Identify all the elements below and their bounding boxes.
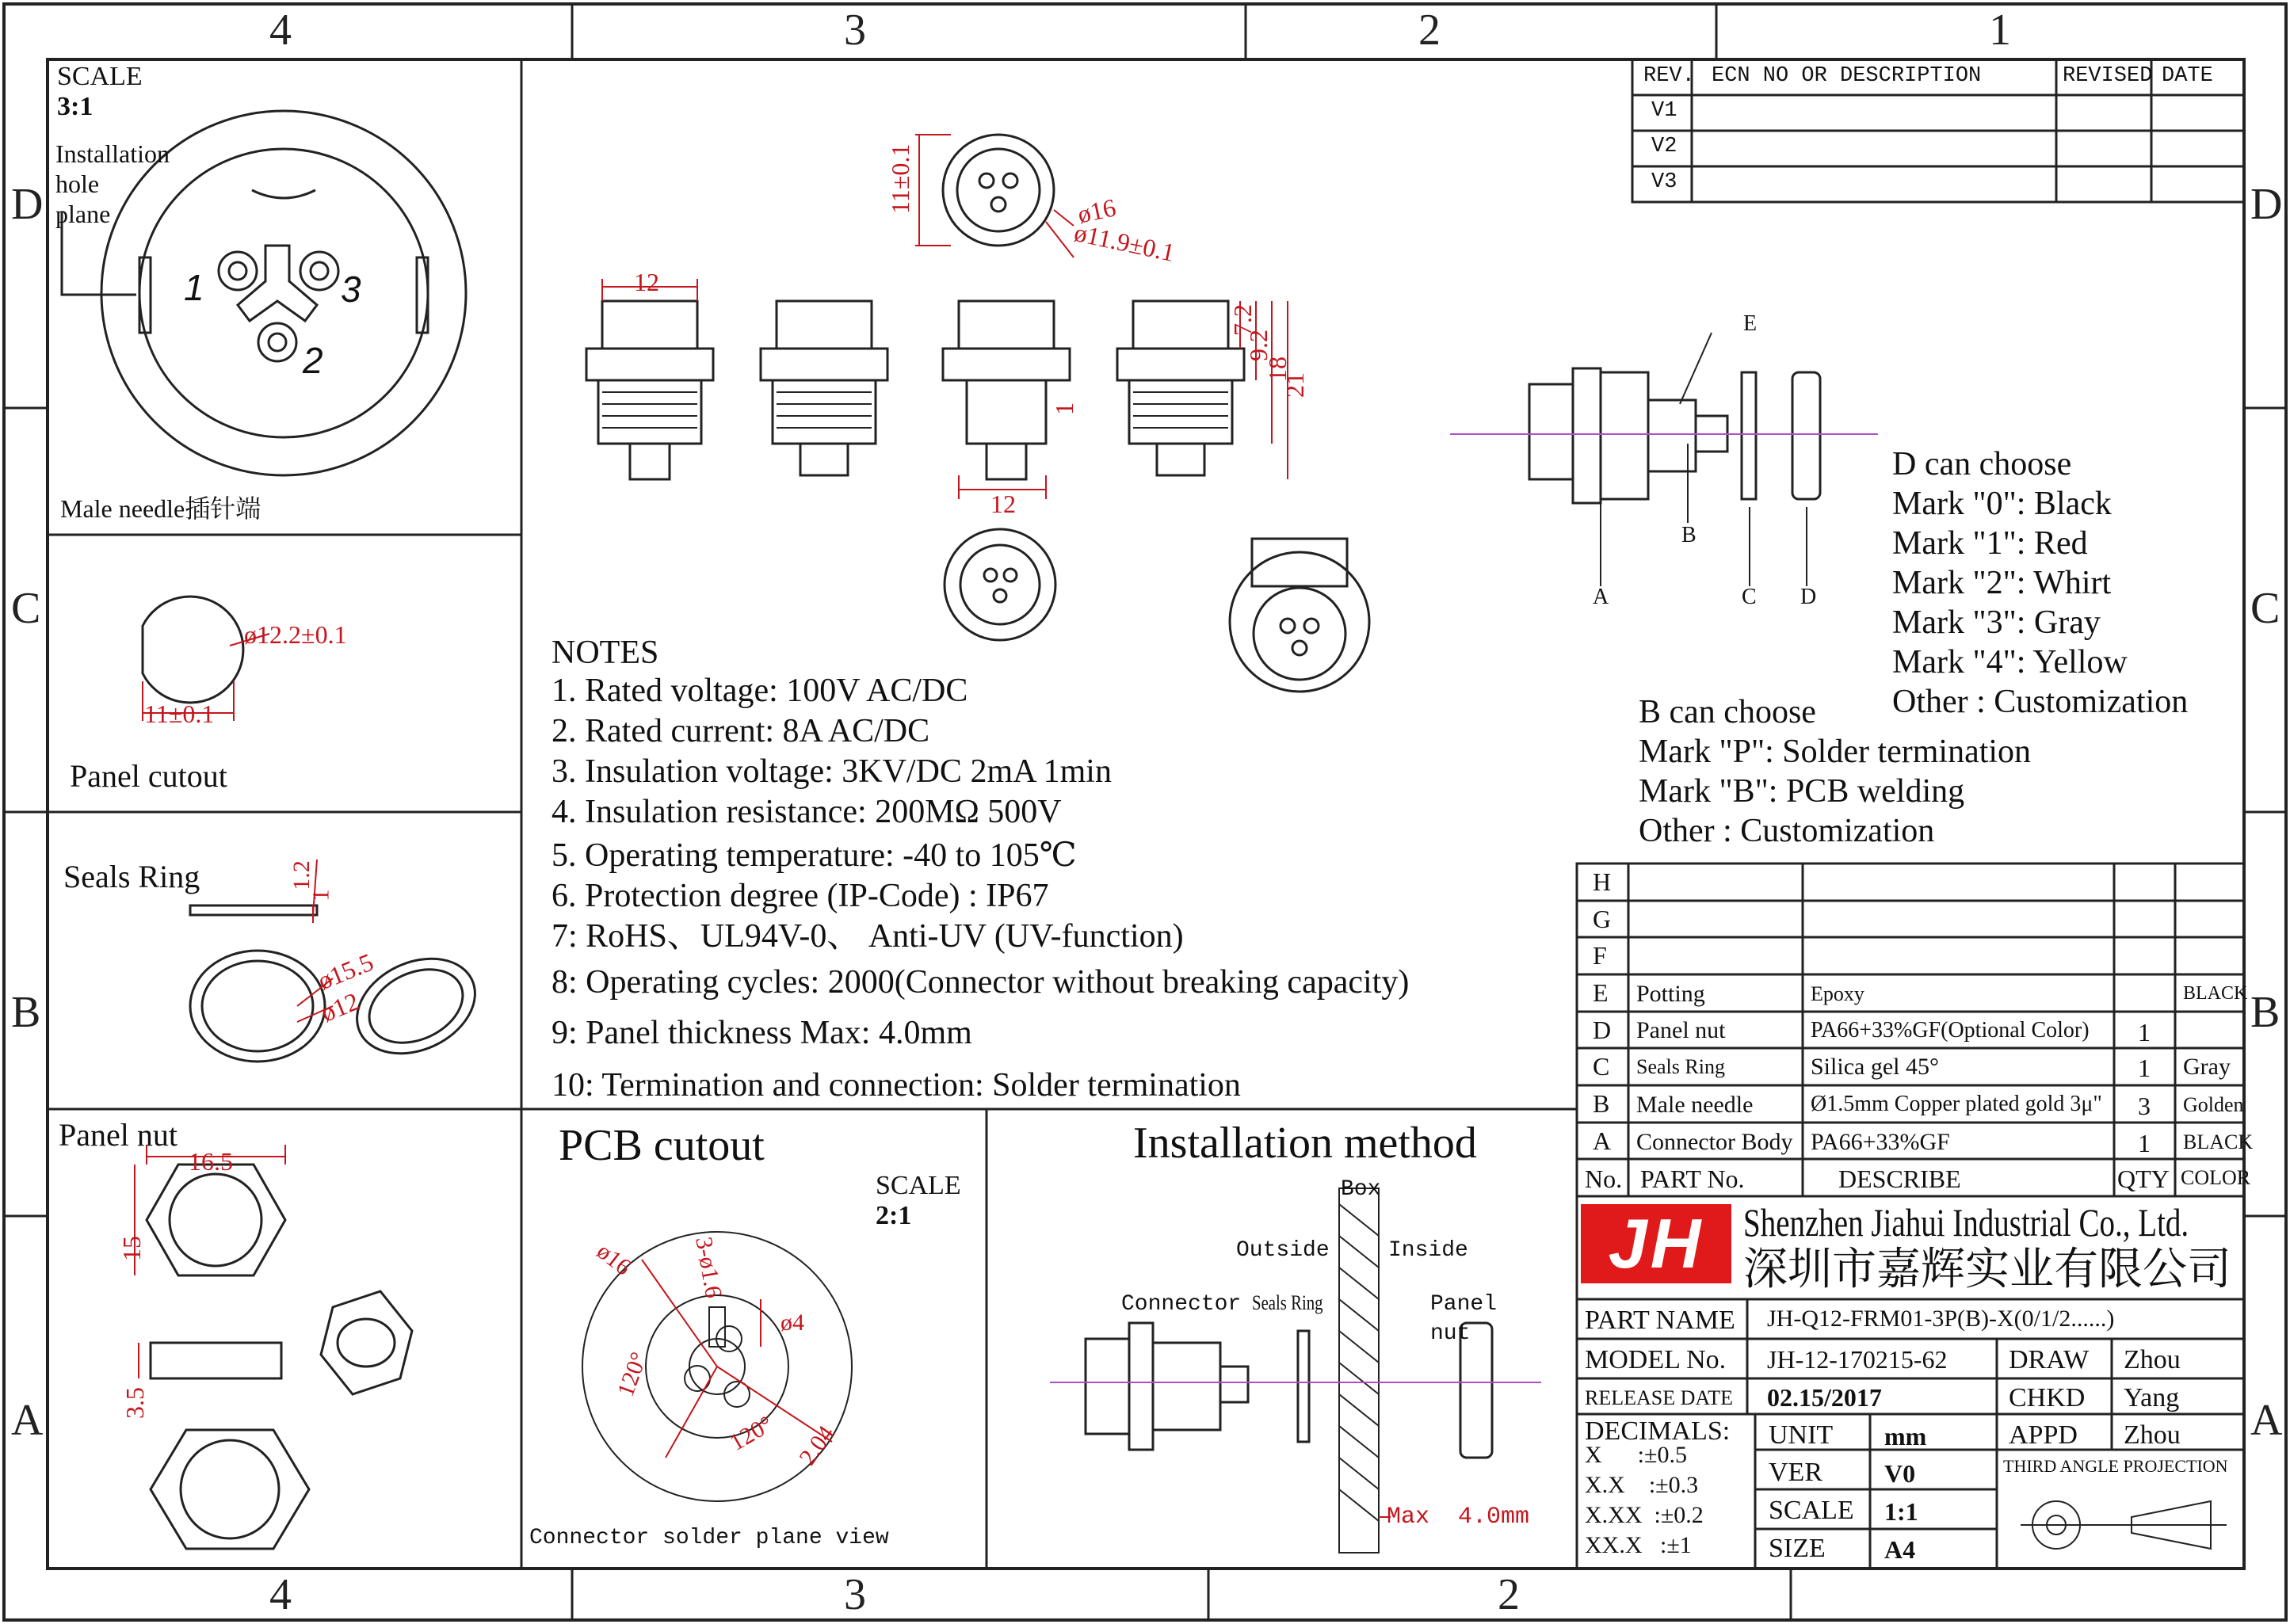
appd-label: APPD — [2009, 1420, 2078, 1450]
pcb-dim-120b: 120° — [725, 1411, 778, 1457]
install-box: Box — [1341, 1177, 1381, 1202]
male-needle-caption: Male needle插针端 — [60, 494, 261, 523]
grid-col-4-bottom: 4 — [269, 1570, 292, 1619]
side-dim-18: 18 — [1263, 356, 1292, 382]
bom-part-d: Panel nut — [1636, 1017, 1726, 1043]
grid-col-2-bottom: 2 — [1498, 1570, 1520, 1619]
bom-color-e: BLACK — [2183, 983, 2248, 1004]
seals-ring-t2: 1 — [307, 889, 334, 902]
rev-row-v2: V2 — [1651, 135, 1677, 158]
d-choose-item: Mark "1": Red — [1892, 525, 2088, 562]
exploded-label-b: B — [1681, 523, 1697, 547]
rev-row-v3: V3 — [1651, 170, 1677, 194]
install-panel-nut-1: Panel — [1430, 1292, 1498, 1317]
grid-row-c-left: C — [11, 584, 41, 633]
bom-row-h: H — [1593, 867, 1612, 896]
chkd-value: Yang — [2124, 1383, 2180, 1412]
grid-row-a-right: A — [2250, 1396, 2283, 1445]
release-label: RELEASE DATE — [1585, 1386, 1734, 1409]
note-item: 7: RoHS、UL94V-0、 Anti-UV (UV-function) — [552, 918, 1184, 955]
install-plane-line3: plane — [55, 200, 111, 228]
pin-label-3: 3 — [341, 269, 361, 310]
d-choose-item: Mark "3": Gray — [1892, 604, 2101, 641]
grid-row-d-right: D — [2250, 180, 2283, 229]
panel-cutout-dia: ø12.2±0.1 — [244, 620, 347, 649]
bom-desc-e: Epoxy — [1811, 982, 1864, 1005]
bom-qty-a: 1 — [2138, 1129, 2151, 1157]
projection-label: THIRD ANGLE PROJECTION — [2003, 1456, 2228, 1476]
ver-label: VER — [1769, 1458, 1822, 1487]
bom-qty-b: 3 — [2138, 1092, 2151, 1120]
bom-row-f: F — [1593, 941, 1607, 970]
notes-block — [552, 636, 1409, 1102]
unit-value: mm — [1884, 1422, 1927, 1451]
bom-qty-c: 1 — [2138, 1054, 2151, 1082]
grid-col-3-top: 3 — [844, 6, 866, 55]
model-label: MODEL No. — [1585, 1345, 1727, 1374]
pin-label-1: 1 — [184, 267, 204, 308]
pcb-dim-16: ø16 — [591, 1237, 636, 1281]
pin-label-2: 2 — [303, 340, 323, 381]
pcb-dim-120a: 120° — [612, 1348, 653, 1401]
seals-ring-caption: Seals Ring — [63, 859, 200, 894]
side-width-top: 12 — [634, 268, 659, 296]
bom-header-part: PART No. — [1640, 1165, 1745, 1193]
d-choose-title: D can choose — [1892, 446, 2072, 482]
grid-col-3-bottom: 3 — [844, 1570, 866, 1619]
bom-header-desc: DESCRIBE — [1838, 1165, 1961, 1193]
bom-part-a: Connector Body — [1636, 1129, 1793, 1155]
male-scale-value: 3:1 — [57, 92, 94, 121]
install-seals-ring: Seals Ring — [1252, 1291, 1323, 1314]
exploded-label-d: D — [1800, 585, 1817, 609]
d-choose-item: Mark "2": Whirt — [1892, 565, 2112, 601]
panel-cutout-caption: Panel cutout — [70, 758, 227, 794]
note-item: 8: Operating cycles: 2000(Connector without breaking capacity) — [552, 964, 1410, 1001]
grid-row-b-right: B — [2250, 988, 2280, 1037]
note-item: 6. Protection degree (IP-Code) : IP67 — [552, 878, 1049, 914]
model-value: JH-12-170215-62 — [1767, 1345, 1948, 1374]
side-dim-92: 9.2 — [1244, 330, 1273, 361]
note-item: 2. Rated current: 8A AC/DC — [552, 713, 930, 749]
grid-row-d-left: D — [11, 180, 44, 229]
rev-row-v1: V1 — [1651, 99, 1677, 123]
d-choose-block — [1892, 448, 2188, 719]
d-choose-item: Other : Customization — [1892, 684, 2189, 720]
pcb-dim-3pins: 3-ø1.6 — [690, 1234, 727, 1300]
panel-nut-thickness: 3.5 — [120, 1387, 149, 1419]
notes-title: NOTES — [552, 635, 659, 671]
rev-header-date: DATE — [2162, 64, 2213, 88]
front-dia119-dim: ø11.9±0.1 — [1071, 218, 1177, 267]
side-dim-72: 7.2 — [1228, 304, 1257, 336]
rev-header-rev: REV. — [1643, 64, 1695, 88]
company-name-cn: 深圳市嘉辉实业有限公司 — [1743, 1245, 2231, 1294]
ver-value: V0 — [1884, 1459, 1916, 1488]
pcb-scale-value: 2:1 — [876, 1201, 912, 1230]
bom-row-g: G — [1593, 905, 1612, 933]
panel-nut-width: 16.5 — [189, 1147, 233, 1176]
install-outside: Outside — [1236, 1238, 1330, 1263]
bom-no-d: D — [1593, 1016, 1612, 1044]
pcb-scale-label: SCALE — [876, 1171, 961, 1200]
bom-part-c: Seals Ring — [1636, 1055, 1725, 1078]
decimals-xxdx: XX.X :±1 — [1585, 1532, 1692, 1558]
size-label: SIZE — [1769, 1534, 1826, 1563]
exploded-label-e: E — [1743, 311, 1758, 336]
part-name-label: PART NAME — [1585, 1306, 1735, 1335]
note-item: 5. Operating temperature: -40 to 105℃ — [552, 837, 1077, 874]
side-dim-21: 21 — [1280, 372, 1309, 398]
decimals-xx: X.X :±0.3 — [1585, 1472, 1699, 1498]
pcb-dim-204: 2.04 — [794, 1420, 840, 1470]
company-logo: JH — [1581, 1204, 1731, 1283]
d-choose-item: Mark "0": Black — [1892, 486, 2112, 522]
bom-no-a: A — [1593, 1127, 1612, 1155]
b-choose-title: B can choose — [1639, 694, 1816, 730]
panel-nut-height: 15 — [117, 1236, 146, 1261]
seals-ring-od: ø15.5 — [313, 947, 378, 996]
bom-color-b: Golden — [2183, 1093, 2244, 1116]
seals-ring-id: ø12 — [317, 986, 363, 1027]
bom-no-c: C — [1593, 1052, 1610, 1081]
b-choose-item: Mark "P": Solder termination — [1639, 734, 2032, 770]
scale-value: 1:1 — [1884, 1497, 1918, 1526]
b-choose-item: Other : Customization — [1639, 813, 1935, 849]
company-name-en: Shenzhen Jiahui Industrial Co., Ltd. — [1743, 1200, 2189, 1245]
appd-value: Zhou — [2124, 1420, 2181, 1450]
grid-col-4-top: 4 — [269, 6, 292, 55]
grid-row-b-left: B — [11, 988, 41, 1037]
front-dia16-dim: ø16 — [1074, 193, 1119, 229]
note-item: 3. Insulation voltage: 3KV/DC 2mA 1min — [552, 753, 1112, 790]
install-title: Installation method — [1133, 1119, 1477, 1168]
note-item: 4. Insulation resistance: 200MΩ 500V — [552, 794, 1062, 830]
scale-label: SCALE — [1769, 1496, 1854, 1525]
bom-no-e: E — [1593, 978, 1609, 1007]
grid-col-2-top: 2 — [1418, 6, 1441, 55]
install-inside: Inside — [1388, 1238, 1468, 1263]
decimals-xxx: X.XX :±0.2 — [1585, 1502, 1704, 1528]
install-connector: Connector — [1121, 1292, 1242, 1317]
pcb-cutout-title: PCB cutout — [559, 1121, 765, 1170]
draw-label: DRAW — [2009, 1345, 2090, 1374]
panel-cutout-flat: 11±0.1 — [144, 700, 215, 728]
d-choose-item: Mark "4": Yellow — [1892, 644, 2128, 680]
install-plane-line1: Installation — [55, 139, 170, 168]
front-height-dim: 11±0.1 — [886, 143, 914, 214]
bom-color-c: Gray — [2183, 1054, 2231, 1080]
side-dim-1: 1 — [1050, 402, 1078, 415]
grid-col-1-top: 1 — [1989, 6, 2011, 55]
part-name-value: JH-Q12-FRM01-3P(B)-X(0/1/2......) — [1767, 1306, 2115, 1332]
grid-row-a-left: A — [11, 1396, 44, 1445]
bom-part-e: Potting — [1636, 981, 1705, 1007]
rev-header-desc: ECN NO OR DESCRIPTION — [1712, 64, 1982, 88]
bom-part-b: Male needle — [1636, 1092, 1754, 1118]
bom-qty-d: 1 — [2138, 1018, 2151, 1046]
grid-row-c-right: C — [2250, 584, 2280, 633]
release-value: 02.15/2017 — [1767, 1383, 1882, 1412]
b-choose-block — [1639, 696, 2031, 848]
bom-desc-d: PA66+33%GF(Optional Color) — [1811, 1018, 2090, 1043]
decimals-x: X :±0.5 — [1585, 1442, 1687, 1468]
bom-no-b: B — [1593, 1089, 1610, 1118]
side-width-bottom: 12 — [990, 490, 1016, 518]
install-plane-line2: hole — [55, 170, 100, 198]
bom-desc-c: Silica gel 45° — [1811, 1054, 1939, 1080]
bom-header-no: No. — [1585, 1165, 1623, 1193]
install-max-thickness: Max 4.0mm — [1387, 1504, 1530, 1531]
bom-header-color: COLOR — [2181, 1166, 2251, 1189]
install-panel-nut-2: nut — [1430, 1321, 1471, 1346]
pcb-dim-4: ø4 — [781, 1309, 804, 1336]
bom-header-qty: QTY — [2117, 1165, 2170, 1193]
chkd-label: CHKD — [2009, 1383, 2086, 1412]
pcb-caption: Connector solder plane view — [529, 1526, 889, 1550]
draw-value: Zhou — [2124, 1345, 2181, 1374]
size-value: A4 — [1884, 1535, 1916, 1564]
exploded-label-c: C — [1742, 585, 1757, 609]
seals-ring-t1: 1.2 — [288, 860, 315, 890]
note-item: 10: Termination and connection: Solder termination — [552, 1067, 1241, 1104]
bom-color-a: BLACK — [2183, 1130, 2254, 1153]
bom-desc-b: Ø1.5mm Copper plated gold 3μ" — [1811, 1092, 2102, 1116]
note-item: 1. Rated voltage: 100V AC/DC — [552, 673, 968, 709]
note-item: 9: Panel thickness Max: 4.0mm — [552, 1015, 972, 1051]
male-scale-label: SCALE — [57, 62, 143, 91]
panel-nut-caption: Panel nut — [59, 1117, 177, 1153]
unit-label: UNIT — [1769, 1420, 1834, 1450]
exploded-label-a: A — [1593, 585, 1609, 609]
rev-header-revised: REVISED — [2063, 64, 2153, 88]
decimals-label: DECIMALS: — [1585, 1416, 1731, 1446]
b-choose-item: Mark "B": PCB welding — [1639, 773, 1965, 810]
bom-desc-a: PA66+33%GF — [1811, 1129, 1950, 1155]
